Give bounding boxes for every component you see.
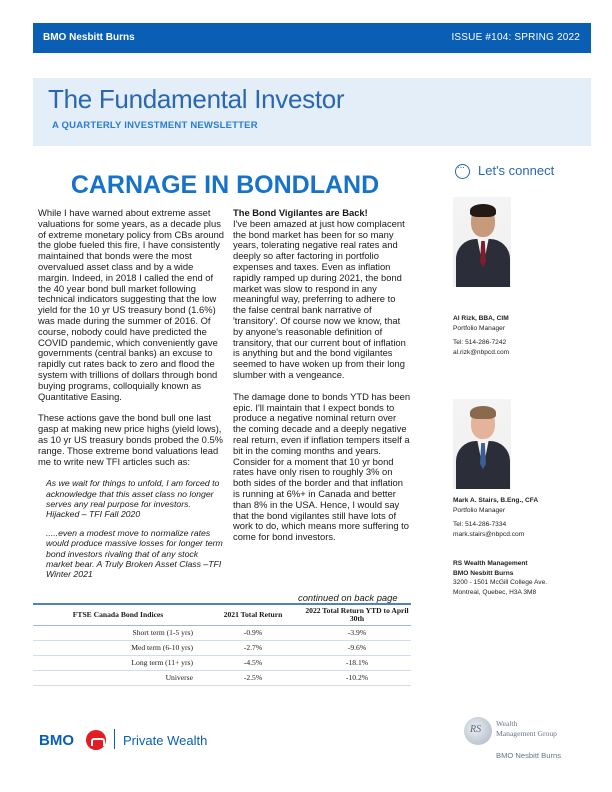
article-paragraph: While I have warned about extreme asset valuations for some years, as a decade plus of extreme monetary policy from CBs around the globe fueled this fire, I have consistently maintained that bonds were the most overvalued asset class and by a wide margin. Indeed, in 2018 I called the end of the 40 year bond bull market following technical indicators suggesting that the low yield for the 10 yr US treasury bond (1.6%) was made during the summer of 2016. Of course, nobody could have predicted the COVID pandemic, which conveniently gave governments (central banks) an excuse to rapidly cut rates back to zero and flood the system with trillions of dollars through bond buying programs, colloquially known as Quantitative Easing. [38, 207, 225, 402]
table-cell: -4.5% [203, 656, 303, 671]
firm-subname: BMO Nesbitt Burns [453, 569, 514, 577]
rs-logo-icon: RS [464, 717, 492, 745]
article-right-column [233, 208, 411, 554]
wealth-management-group-logo [464, 717, 594, 771]
table-cell: -18.1% [303, 656, 411, 671]
top-bar [33, 23, 591, 53]
article-headline: CARNAGE IN BONDLAND [70, 171, 380, 199]
table-row [33, 626, 411, 641]
bmo-private-wealth-logo [39, 727, 217, 751]
contact-title: Portfolio Manager [453, 506, 506, 514]
firm-address [453, 559, 547, 597]
continued-note: continued on back page [298, 592, 398, 603]
contact-title: Portfolio Manager [453, 324, 506, 332]
brand-name: BMO Nesbitt Burns [43, 32, 135, 43]
contact-email[interactable]: al.rizk@nbpcd.com [453, 348, 510, 356]
contact-name: Al Rizk, BBA, CIM [453, 315, 509, 322]
table-cell: Short term (1-5 yrs) [33, 626, 203, 641]
contact-card [453, 314, 509, 357]
advisor-photo [453, 399, 511, 489]
bond-returns-table [33, 603, 411, 686]
table-header: FTSE Canada Bond Indices [33, 604, 203, 626]
bmo-wordmark: BMO [39, 732, 74, 749]
chat-bubble-icon [455, 164, 470, 179]
contact-email[interactable]: mark.stairs@nbpcd.com [453, 530, 525, 538]
table-cell: -2.5% [203, 671, 303, 686]
private-wealth-label: Private Wealth [123, 733, 208, 748]
newsletter-subtitle: A QUARTERLY INVESTMENT NEWSLETTER [52, 120, 258, 131]
table-cell: -0.9% [203, 626, 303, 641]
firm-address-line: Montreal, Quebec, H3A 3M8 [453, 588, 537, 596]
table-cell: -2.7% [203, 641, 303, 656]
advisor-photo [453, 197, 511, 287]
contact-phone: Tel: 514-286-7334 [453, 521, 507, 529]
table-row [33, 671, 411, 686]
firm-address-line: 3200 - 1501 McGill College Ave. [453, 579, 548, 587]
table-cell: -3.9% [303, 626, 411, 641]
article-quote: As we wait for things to unfold, I am forced to acknowledge that this asset class no longer serves any real purpose for investors. Hijacked – TFI Fall 2020 [46, 478, 220, 519]
article-subheading: The Bond Vigilantes are Back! [233, 207, 368, 218]
article-paragraph: The damage done to bonds YTD has been epic. I'll maintain that I expect bonds to produce a negative nominal return over the coming decade and a deeply negative real return, even if inflation tempers itself a bit in the coming months and years. Consider for a moment that 10 yr bond rates have only risen to roughly 3% on both sides of the border and that inflation is running at 6%+ in Canada and better than 8% in the USA. Hence, I would say that the bond vigilantes still have lots of work to do, which means more suffering to come for bond investors. [233, 390, 411, 543]
article-left-column [38, 208, 226, 588]
firm-name: RS Wealth Management [453, 560, 528, 567]
table-cell: Med term (6-10 yrs) [33, 641, 203, 656]
wmg-line: Wealth [496, 719, 518, 728]
table-header: 2021 Total Return [203, 604, 303, 626]
table-header-row [33, 604, 411, 626]
table-cell: Universe [33, 671, 203, 686]
table-row [33, 641, 411, 656]
article-paragraph: I've been amazed at just how complacent the bond market has been for so many years, tolerating negative real rates and deeply so after factoring in portfolio expenses and taxes. Even as inflation rapidly ramped up during 2021, the bond market was slow to respond in any meaningful way, preferring to adhere to the false central bank narrative of 'transitory'. Of course now we know, that by anyone's reasonable definition of transitory, that our current bout of inflation is anything but and the bond vigilantes seemed to have woken up from their long slumber with a vengeance. [233, 217, 406, 380]
article-paragraph: These actions gave the bond bull one last gasp at making new price highs (yield lows), as 10 yr US treasury bonds probed the 0.5% range. Those extreme bond valuations lead me to write new TFI articles such as: [38, 412, 224, 467]
table-row [33, 656, 411, 671]
contact-card [453, 496, 538, 539]
contact-phone: Tel: 514-286-7242 [453, 339, 507, 347]
table-header: 2022 Total Return YTD to April 30th [303, 604, 411, 626]
contact-name: Mark A. Stairs, B.Eng., CFA [453, 497, 539, 504]
table-cell: -9.6% [303, 641, 411, 656]
table-cell: Long term (11+ yrs) [33, 656, 203, 671]
table-cell: -10.2% [303, 671, 411, 686]
bmo-roundel-icon [86, 730, 106, 750]
wmg-line: Management Group [496, 729, 557, 738]
issue-label: ISSUE #104: SPRING 2022 [451, 32, 580, 43]
wmg-firm: BMO Nesbitt Burns [496, 751, 561, 760]
lets-connect-heading: Let's connect [478, 163, 555, 178]
newsletter-title: The Fundamental Investor [48, 84, 345, 114]
article-quote: .....even a modest move to normalize rates would produce massive losses for longer term bond investors rivaling that of any stock market bear. A Truly Broken Asset Class –TFI Winter 2021 [46, 528, 223, 579]
masthead [33, 78, 591, 146]
